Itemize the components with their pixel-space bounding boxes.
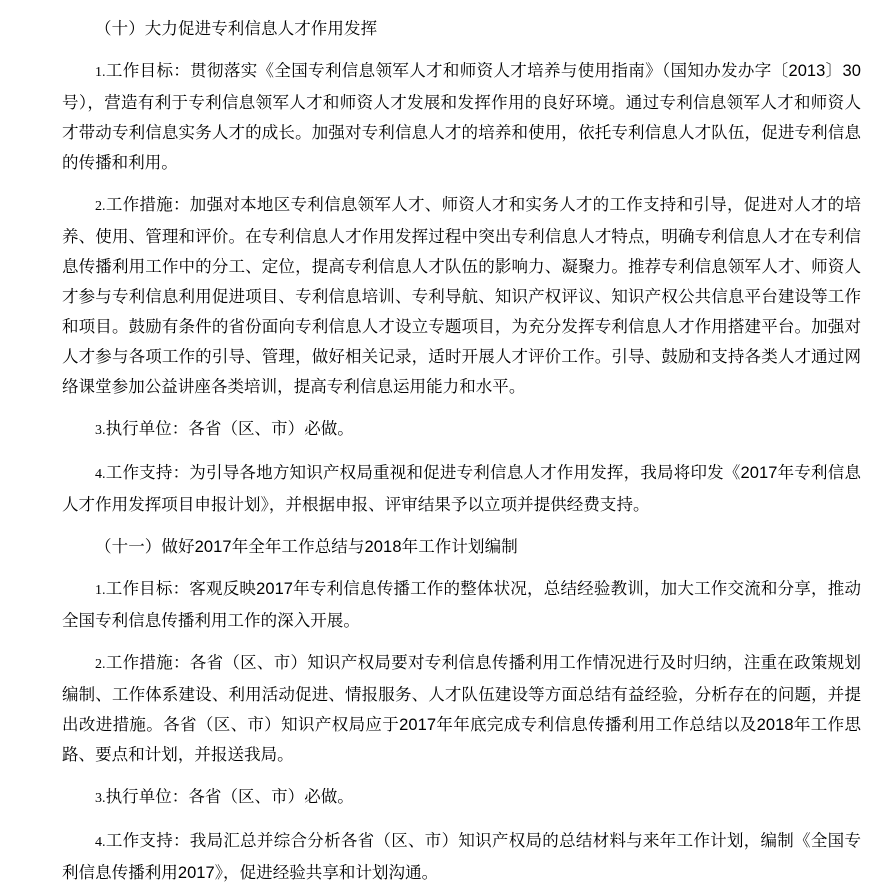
paragraph-11-3-number: 3. — [95, 791, 106, 806]
paragraph-11-3 — [62, 782, 861, 814]
paragraph-10-2-text: 工作措施：加强对本地区专利信息领军人才、师资人才和实务人才的工作支持和引导，促进对人才的培养、使用、管理和评价。在专利信息人才作用发挥过程中突出专利信息人才特点，明确专利信息人才在专利信息传播利用工作中的分工、定位，提高专利信息人才队伍的影响力、凝聚力。推荐专利信息领军人才、师资人才参与专利信息利用促进项目、专利信息培训、专利导航、知识产权评议、知识产权公共信息平台建设等工作和项目。鼓励有条件的省份面向专利信息人才设立专题项目，为充分发挥专利信息人才作用搭建平台。加强对人才参与各项工作的引导、管理，做好相关记录，适时开展人才评价工作。引导、鼓励和支持各类人才通过网络课堂参加公益讲座各类培训，提高专利信息运用能力和水平。 — [62, 196, 861, 396]
paragraph-10-4 — [62, 458, 861, 520]
paragraph-11-3-text: 执行单位：各省（区、市）必做。 — [105, 788, 354, 806]
paragraph-11-1 — [62, 574, 861, 636]
paragraph-11-2-number: 2. — [95, 657, 106, 672]
paragraph-10-1 — [62, 56, 861, 178]
paragraph-11-4 — [62, 826, 861, 888]
paragraph-10-1-text: 工作目标：贯彻落实《全国专利信息领军人才和师资人才培养与使用指南》（国知办发办字〔2013〕30号），营造有利于专利信息领军人才和师资人才发展和发挥作用的良好环境。通过专利信息领军人才和师资人才带动专利信息实务人才的成长。加强对专利信息人才的培养和使用，依托专利信息人才队伍，促进专利信息的传播和利用。 — [62, 62, 861, 172]
paragraph-11-2 — [62, 648, 861, 770]
paragraph-10-4-number: 4. — [95, 467, 106, 482]
paragraph-10-3-number: 3. — [95, 423, 106, 438]
paragraph-10-2-number: 2. — [95, 199, 106, 214]
paragraph-10-3 — [62, 414, 861, 446]
paragraph-11-2-text: 工作措施：各省（区、市）知识产权局要对专利信息传播利用工作情况进行及时归纳，注重在政策规划编制、工作体系建设、利用活动促进、情报服务、人才队伍建设等方面总结有益经验，分析存在的问题，并提出改进措施。各省（区、市）知识产权局应于2017年年底完成专利信息传播利用工作总结以及2018年工作思路、要点和计划，并报送我局。 — [62, 654, 861, 764]
paragraph-10-2 — [62, 190, 861, 402]
section-heading-10: （十）大力促进专利信息人才作用发挥 — [95, 20, 378, 38]
paragraph-10-3-text: 执行单位：各省（区、市）必做。 — [105, 420, 354, 438]
paragraph-10-4-text: 工作支持：为引导各地方知识产权局重视和促进专利信息人才作用发挥，我局将印发《2017年专利信息人才作用发挥项目申报计划》，并根据申报、评审结果予以立项并提供经费支持。 — [62, 464, 861, 514]
paragraph-10-1-number: 1. — [95, 65, 106, 80]
section-heading-11: （十一）做好2017年全年工作总结与2018年工作计划编制 — [95, 538, 518, 556]
document-body — [62, 14, 861, 888]
paragraph-11-1-text: 工作目标：客观反映2017年专利信息传播工作的整体状况，总结经验教训，加大工作交流和分享，推动全国专利信息传播利用工作的深入开展。 — [62, 580, 861, 630]
paragraph-11-4-text: 工作支持：我局汇总并综合分析各省（区、市）知识产权局的总结材料与来年工作计划，编制《全国专利信息传播利用2017》，促进经验共享和计划沟通。 — [62, 832, 861, 882]
paragraph-11-4-number: 4. — [95, 835, 106, 850]
paragraph-11-1-number: 1. — [95, 583, 106, 598]
